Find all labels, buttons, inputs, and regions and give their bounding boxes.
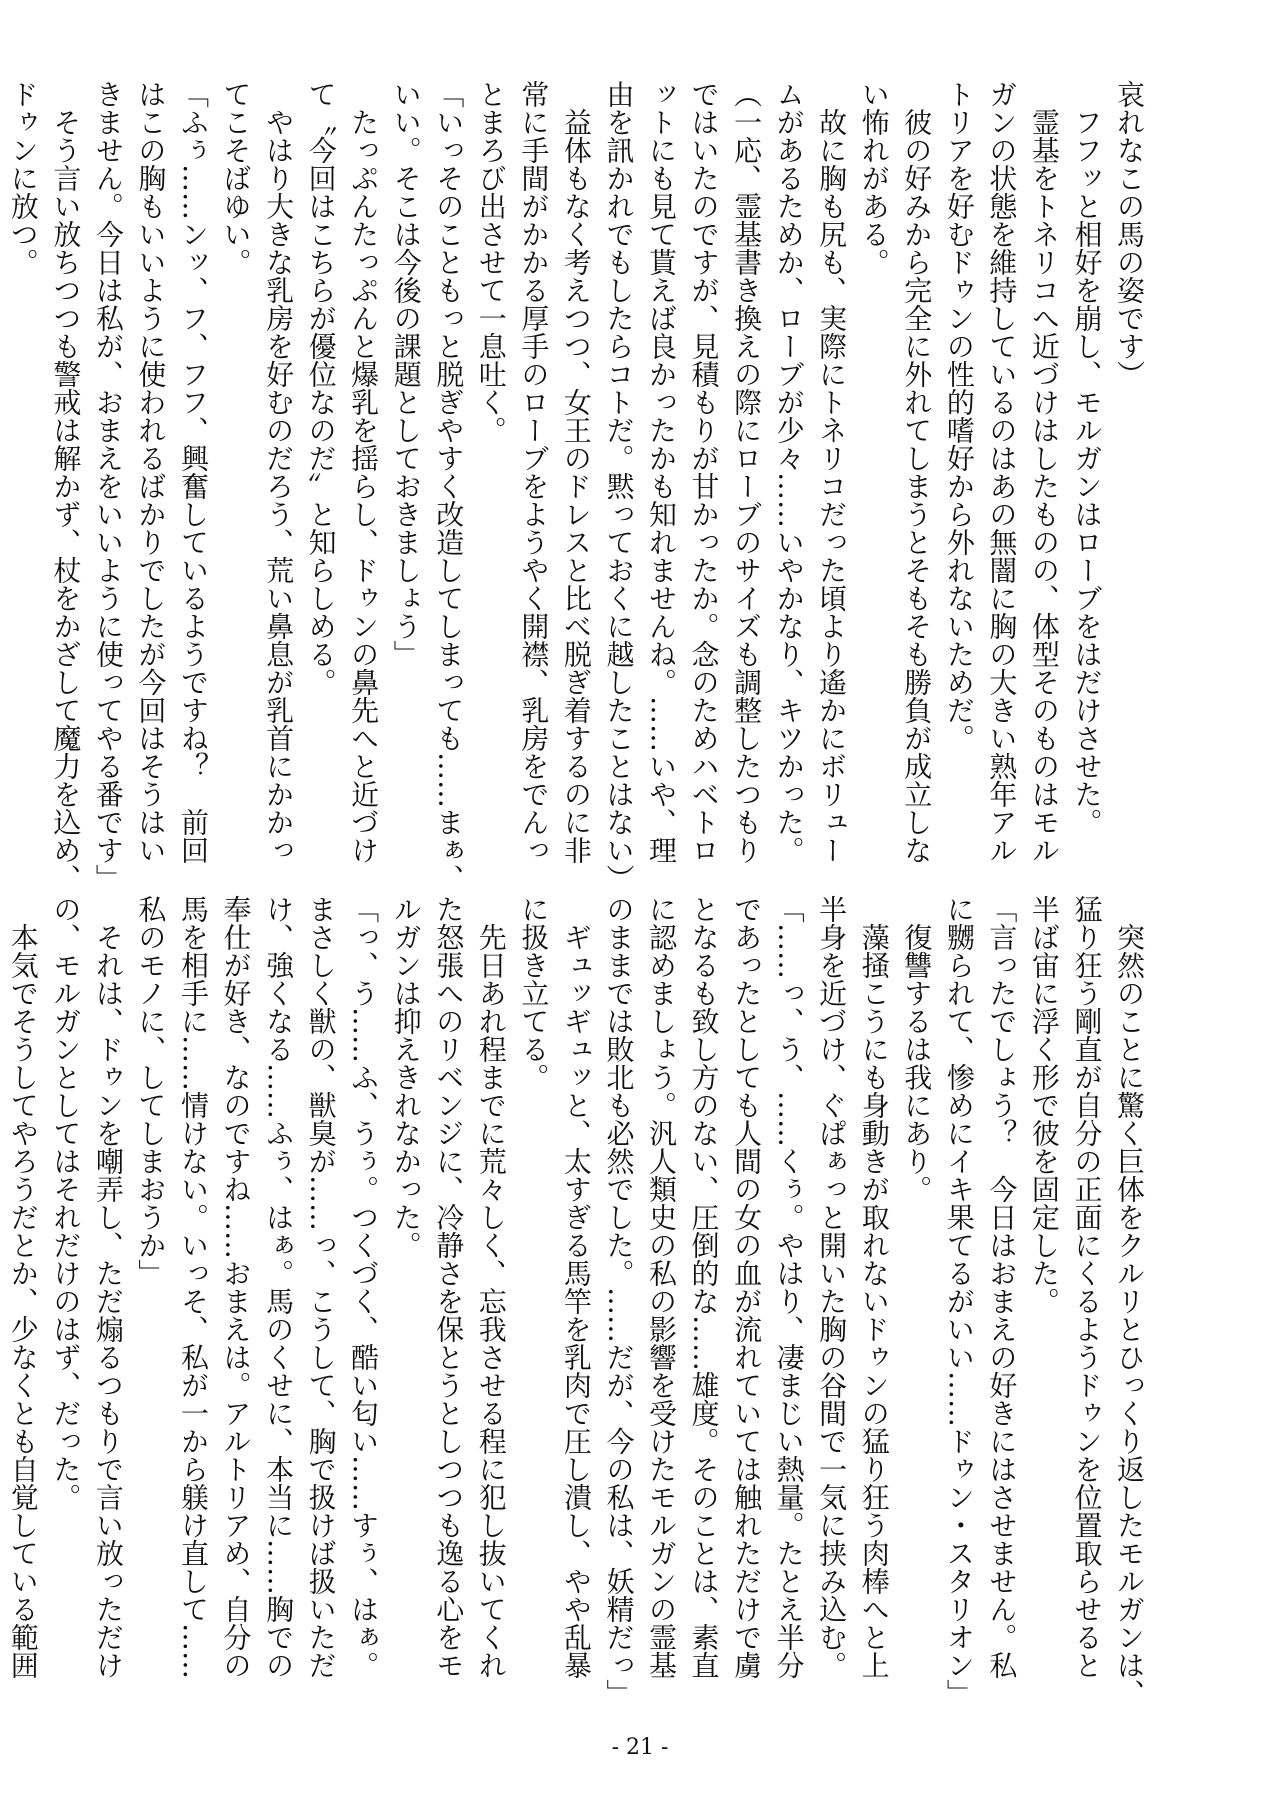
text-line: 「言ったでしょう？ 今日はおまえの好きにはさせません。私 xyxy=(985,895,1019,1679)
text-line: （一応、霊基書き換えの際にローブのサイズも調整したつもり xyxy=(730,80,764,864)
text-line: ギュッギュッと、太すぎる馬竿を乳肉で圧し潰し、やや乱暴 xyxy=(559,895,593,1679)
text-line: の、モルガンとしてはそれだけのはず、だった。 xyxy=(49,895,83,1511)
text-line: 先日あれ程までに荒々しく、忘我させる程に犯し抜いてくれ xyxy=(474,895,508,1679)
text-line: とまろび出させて一息吐く。 xyxy=(474,80,508,444)
text-line: 故に胸も尻も、実際にトネリコだった頃より遙かにボリュー xyxy=(815,80,849,864)
text-line: たっぷんたっぷんと爆乳を揺らし、ドゥンの鼻先へと近づけ xyxy=(347,80,381,864)
text-block-lower xyxy=(6,895,1150,1707)
text-line: に扱き立てる。 xyxy=(517,895,551,1091)
text-line: きません。今日は私が、おまえをいいように使ってやる番です」 xyxy=(91,80,125,892)
text-line: 益体もなく考えつつ、女王のドレスと比べ脱ぎ着するのに非 xyxy=(559,80,593,864)
text-line: のままでは敗北も必然でした。……だが、今の私は、妖精だっ」 xyxy=(602,895,636,1707)
text-block-upper xyxy=(6,80,1150,892)
text-line: 哀れなこの馬の姿です） xyxy=(1113,80,1146,388)
text-line: て〝今回はこちらが優位なのだ〟と知らしめる。 xyxy=(304,80,338,696)
text-line: い怖れがある。 xyxy=(857,80,891,276)
text-line: となるも致し方のない、圧倒的な……雄度。そのことは、素直 xyxy=(687,895,721,1679)
text-line: ガンの状態を維持しているのはあの無闇に胸の大きい熟年アル xyxy=(985,80,1019,864)
page-number: - 21 - xyxy=(611,1735,669,1760)
text-line: 「ふぅ……ンッ、フ、フフ、興奮しているようですね？ 前回 xyxy=(176,80,210,864)
text-line: 由を訊かれでもしたらコトだ。黙っておくに越したことはない） xyxy=(602,80,636,892)
text-line: 藻掻こうにも身動きが取れないドゥンの猛り狂う肉棒へと上 xyxy=(857,895,891,1679)
text-line: であったとしても人間の女の血が流れていては触れただけで虜 xyxy=(730,895,764,1679)
text-line: 「いっそのこともっと脱ぎやすく改造してしまっても……まぁ、 xyxy=(432,80,466,892)
text-line: はこの胸もいいように使われるばかりでしたが今回はそうはい xyxy=(134,80,168,864)
text-line: ではいたのですが、見積もりが甘かったか。念のためハベトロ xyxy=(687,80,721,864)
text-line: そう言い放ちつつも警戒は解かず、杖をかざして魔力を込め、 xyxy=(49,80,83,892)
text-line: 復讐するは我にあり。 xyxy=(900,895,934,1203)
text-line: ドゥンに放つ。 xyxy=(6,80,40,276)
text-line: まさしく獣の、獣臭が……っ、こうして、胸で扱けば扱いただ xyxy=(304,895,338,1679)
text-line: 本気でそうしてやろうだとか、少なくとも自覚している範囲 xyxy=(6,895,40,1679)
text-line: 半ば宙に浮く形で彼を固定した。 xyxy=(1027,895,1061,1315)
text-line: それは、ドゥンを嘲弄し、ただ煽るつもりで言い放っただけ xyxy=(91,895,125,1679)
text-line: 霊基をトネリコへ近づけはしたものの、体型そのものはモル xyxy=(1027,80,1061,864)
text-line: 私のモノに、してしまおうか」 xyxy=(134,895,168,1287)
text-line: ムがあるためか、ローブが少々……いやかなり、キツかった。 xyxy=(772,80,806,864)
text-line: やはり大きな乳房を好むのだろう、荒い鼻息が乳首にかかっ xyxy=(262,80,296,864)
text-line: け、強くなる……ふぅ、はぁ。馬のくせに、本当に……胸での xyxy=(262,895,296,1679)
text-line: ルガンは抑えきれなかった。 xyxy=(389,895,423,1259)
text-line: トリアを好むドゥンの性的嗜好から外れないためだ。 xyxy=(942,80,976,752)
text-line: 「っ、う……ふ、うぅ。つくづく、酷い匂い……すぅ、はぁ。 xyxy=(347,895,381,1679)
text-line: 半身を近づけ、ぐぱぁっと開いた胸の谷間で一気に挟み込む。 xyxy=(815,895,849,1679)
text-line: に嬲られて、惨めにイキ果てるがいい……ドゥン・スタリオン」 xyxy=(942,895,976,1707)
text-line: いい。そこは今後の課題としておきましょう」 xyxy=(389,80,423,668)
text-line: 猛り狂う剛直が自分の正面にくるようドゥンを位置取らせると xyxy=(1070,895,1104,1679)
text-line: てこそばゆい。 xyxy=(219,80,253,276)
text-line: に認めましょう。汎人類史の私の影響を受けたモルガンの霊基 xyxy=(644,895,678,1679)
text-line: フフッと相好を崩し、モルガンはローブをはだけさせた。 xyxy=(1070,80,1104,836)
text-line: ットにも見て貰えば良かったかも知れませんね。……いや、理 xyxy=(644,80,678,864)
text-line: 彼の好みから完全に外れてしまうとそもそも勝負が成立しな xyxy=(900,80,934,864)
text-line: 常に手間がかかる厚手のローブをようやく開襟、乳房をでんっ xyxy=(517,80,551,864)
text-line: 突然のことに驚く巨体をクルリとひっくり返したモルガンは、 xyxy=(1113,895,1146,1707)
text-line: 馬を相手に……情けない。いっそ、私が一から躾け直して…… xyxy=(176,895,210,1679)
text-line: 「……っ、う、……くぅ。やはり、凄まじい熱量。たとえ半分 xyxy=(772,895,806,1679)
text-line: た怒張へのリベンジに、冷静さを保とうとしつつも逸る心をモ xyxy=(432,895,466,1679)
text-line: 奉仕が好き、なのですね……おまえは。アルトリアめ、自分の xyxy=(219,895,253,1679)
